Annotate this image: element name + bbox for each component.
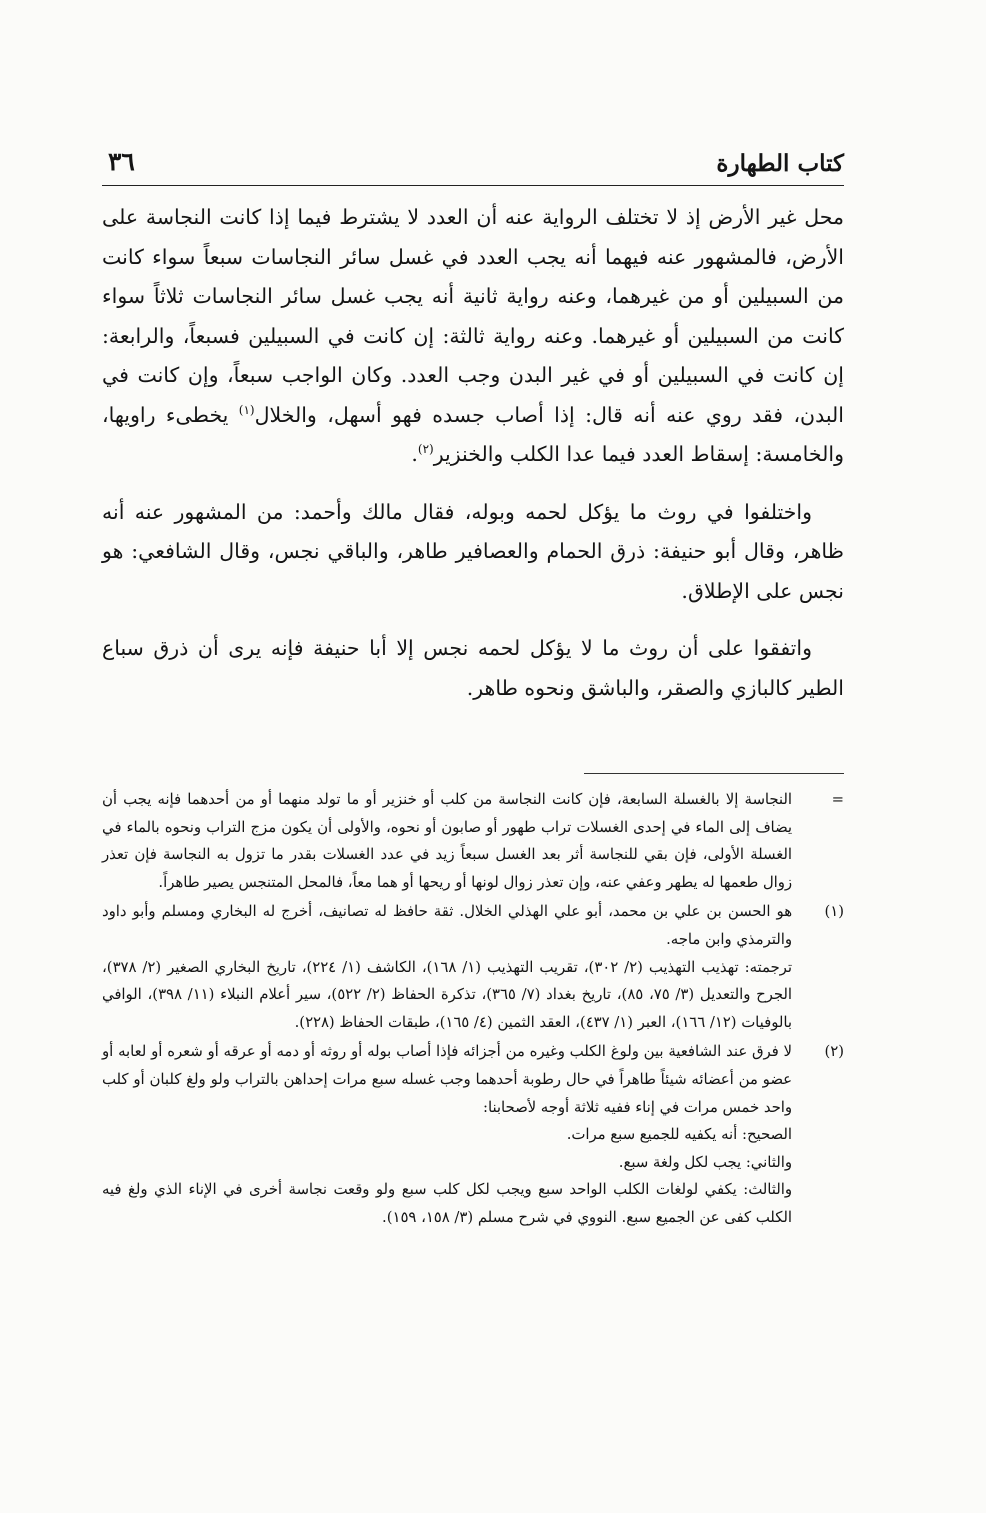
footnote-line: والثالث: يكفي لولغات الكلب الواحد سبع ويجب لكل كلب سبع ولو وقعت نجاسة أخرى في الإناء الذي ولغ فيه الكلب كفى عن الجميع سبع. النووي في شرح مسلم (٣/ ١٥٨، ١٥٩). [102, 1181, 792, 1226]
footnote-marker: (١) [824, 903, 844, 921]
footnote-text: لا فرق عند الشافعية بين ولوغ الكلب وغيره من أجزائه فإذا أصاب بوله أو روثه أو دمه أو عرقه أو شعره أو لعابه أو عضو من أعضائه شيئاً طاهراً في حال رطوبة أحدهما وجب غسله سبع مرات إحداهن بالتراب ولو ولغ كلبان أو كلب واحد خمس مرات في إناء ففيه ثلاثة أوجه لأصحابنا: [102, 1043, 792, 1116]
footnote-ref-1[interactable]: (١) [238, 402, 255, 417]
footnote-line: الصحيح: أنه يكفيه للجميع سبع مرات. [566, 1126, 792, 1144]
footnote-text: النجاسة إلا بالغسلة السابعة، فإن كانت النجاسة من كلب أو خنزير أو ما تولد منهما أو من أحدهما فإنه يجب أن يضاف إلى الماء في إحدى الغسلات تراب طهور أو صابون أو نحوه، والأولى أن يكون مزج التراب ونحوه بالماء في الغسلة الأولى، فإن بقي للنجاسة أثر بعد الغسل سبعاً زيد في عدد الغسلات بقدر ما تزول به النجاسة فإن تعذر زوال طعمها له يطهر وعفي عنه، وإن تعذر زوال لونها أو ريحها أو هما معاً، فالمحل المتنجس يصير طاهراً. [102, 791, 792, 891]
running-header [102, 145, 844, 186]
footnote-ref-2[interactable]: (٢) [417, 442, 434, 457]
paragraph-1-end: . [411, 442, 418, 466]
paragraph-1-text-cont: يخطىء راويها، والخامسة: إسقاط العدد فيما عدا الكلب والخنزير [102, 402, 844, 466]
footnote-2 [102, 1038, 844, 1231]
page-number: ٣٦ [108, 147, 135, 176]
main-text [102, 198, 844, 726]
paragraph-1-text: محل غير الأرض إذ لا تختلف الرواية عنه أن العدد لا يشترط فيما إذا كانت النجاسة على الأرض، فالمشهور عنه فيهما أنه يجب العدد في غسل سائر النجاسات سبعاً سواء كانت من السبيلين أو من غيرهما، وعنه رواية ثانية أنه يجب غسل سائر النجاسات ثلاثاً سواء كانت من السبيلين أو غيرهما. وعنه رواية ثالثة: إن كانت في السبيلين فسبعاً، والرابعة: إن كانت في السبيلين أو في غير البدن وجب العدد. وكان الواجب سبعاً، وإن كانت في البدن، فقد روي عنه أنه قال: إذا أصاب جسده فهو أسهل، والخلال [102, 205, 845, 427]
footnote-text: هو الحسن بن علي بن محمد، أبو علي الهذلي الخلال. ثقة حافظ له تصانيف، أخرج له البخاري ومسلم وأبو داود والترمذي وابن ماجه. [102, 903, 792, 948]
footnote-marker: = [831, 791, 844, 808]
book-title: كتاب الطهارة [716, 150, 844, 177]
footnote-biography: ترجمته: تهذيب التهذيب (٢/ ٣٠٢)، تقريب التهذيب (١/ ١٦٨)، الكاشف (١/ ٢٢٤)، تاريخ البخاري الصغير (٢/ ٣٧٨)، الجرح والتعديل (٣/ ٧٥، ٨٥)، تاريخ بغداد (٧/ ٣٦٥)، تذكرة الحفاظ (٢/ ٥٢٢)، سير أعلام النبلاء (١١/ ٣٩٨)، الوافي بالوفيات (١٢/ ١٦٦)، العبر (١/ ٤٣٧)، العقد الثمين (٤/ ١٦٥)، طبقات الحفاظ (٢٢٨). [102, 958, 792, 1031]
footnote-continuation [102, 786, 844, 896]
footnotes [102, 786, 844, 1234]
paragraph-1 [102, 198, 844, 475]
footnote-line: والثاني: يجب لكل ولغة سبع. [618, 1153, 792, 1171]
footnote-1 [102, 898, 844, 1036]
footnote-marker: (٢) [824, 1043, 844, 1061]
paragraph-3: واتفقوا على أن روث ما لا يؤكل لحمه نجس إلا أبا حنيفة فإنه يرى أن ذرق سباع الطير كالبازي والصقر، والباشق ونحوه طاهر. [102, 636, 844, 700]
footnote-divider [584, 773, 844, 774]
paragraph-2: واختلفوا في روث ما يؤكل لحمه وبوله، فقال مالك وأحمد: من المشهور عنه أنه ظاهر، وقال أبو حنيفة: ذرق الحمام والعصافير طاهر، والباقي نجس، وقال الشافعي: هو نجس على الإطلاق. [102, 499, 844, 603]
